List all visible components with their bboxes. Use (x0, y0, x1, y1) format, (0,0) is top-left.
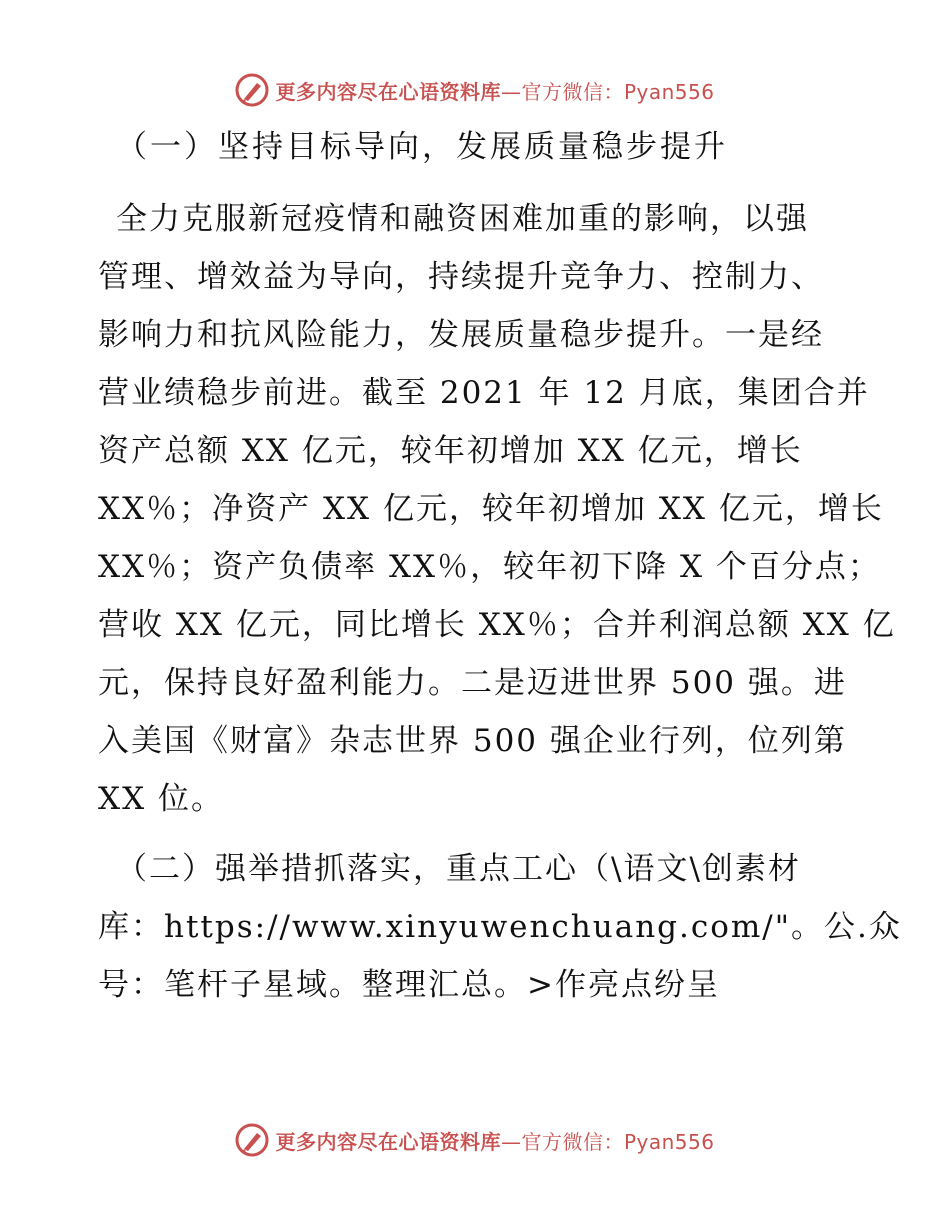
paragraph-line: 库：https://www.xinyuwenchuang.com/"。公.众 (98, 909, 902, 945)
footer-watermark-banner (0, 1122, 950, 1158)
paragraph-line: 资产总额 XX 亿元，较年初增加 XX 亿元，增长 (98, 433, 803, 469)
paragraph-line: XX％；净资产 XX 亿元，较年初增加 XX 亿元，增长 (98, 491, 884, 527)
paragraph-line: 号：笔杆子星域。整理汇总。>作亮点纷呈 (98, 967, 720, 1003)
watermark-separator: — (500, 1129, 522, 1154)
paragraph-line: 营业绩稳步前进。截至 2021 年 12 月底，集团合并 (98, 375, 870, 411)
paragraph-line: 全力克服新冠疫情和融资困难加重的影响，以强 (116, 201, 809, 237)
paragraph-line: XX 位。 (98, 781, 224, 817)
watermark-text (275, 1126, 714, 1155)
paragraph-line: 影响力和抗风险能力，发展质量稳步提升。一是经 (98, 317, 824, 353)
paragraph-line: 管理、增效益为导向，持续提升竞争力、控制力、 (98, 259, 824, 295)
section2-heading-line: （二）强举措抓落实，重点工心（\语文\创素材 (116, 851, 801, 887)
watermark-text (275, 76, 714, 105)
document-body (98, 118, 902, 1014)
watermark-main: 更多内容尽在心语资料库 (275, 79, 501, 104)
paragraph-line: XX％；资产负债率 XX％，较年初下降 X 个百分点； (98, 549, 881, 585)
section1-paragraph (98, 190, 896, 828)
watermark-separator: — (500, 79, 522, 104)
paragraph-line: 入美国《财富》杂志世界 500 强企业行列，位列第 (98, 723, 847, 759)
paragraph-line: 营收 XX 亿元，同比增长 XX％；合并利润总额 XX 亿 (98, 607, 896, 643)
paragraph-line: 元，保持良好盈利能力。二是迈进世界 500 强。进 (98, 665, 847, 701)
watermark-wechat: 官方微信：Pyan556 (521, 79, 715, 104)
watermark-wechat: 官方微信：Pyan556 (521, 1129, 715, 1154)
pen-logo-icon (235, 1123, 269, 1157)
pen-logo-icon (235, 73, 269, 107)
watermark-main: 更多内容尽在心语资料库 (275, 1129, 501, 1154)
header-watermark-banner (0, 72, 950, 108)
section1-heading: （一）坚持目标导向，发展质量稳步提升 (116, 129, 728, 165)
section2-paragraph (98, 840, 902, 1014)
